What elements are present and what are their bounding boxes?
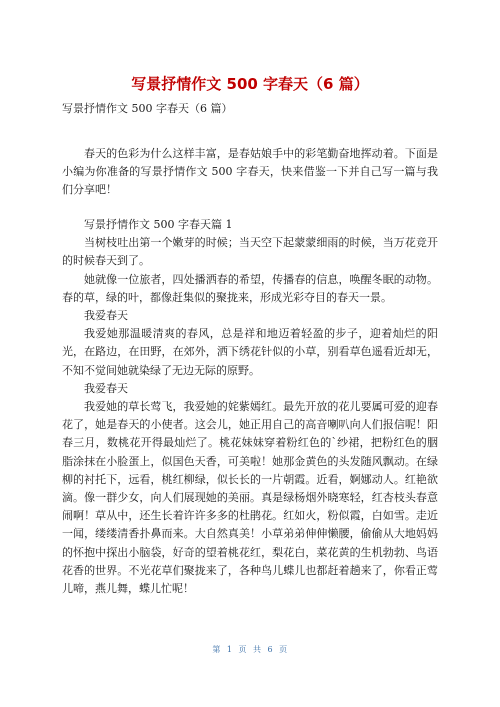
page-unit: 页 — [238, 645, 247, 654]
section-title: 写景抒情作文 500 字春天篇 1 — [84, 218, 233, 231]
page-label: 第 — [212, 645, 221, 654]
total-unit: 页 — [279, 645, 288, 654]
document-title: 写景抒情作文 500 字春天（6 篇） — [131, 75, 369, 93]
total-label: 共 — [253, 645, 262, 654]
intro-paragraph: 春天的色彩为什么这样丰富，是春姑娘手中的彩笔勤奋地挥动着。下面是小编为你准备的写景抒情作文 500 字春天，快来借鉴一下并自己写一篇与我们分享吧！ — [62, 147, 438, 196]
document-subtitle: 写景抒情作文 500 字春天（6 篇） — [62, 102, 233, 115]
paragraph: 我爱她的草长莺飞，我爱她的姹紫嫣红。最先开放的花儿要属可爱的迎春花了，她是春天的小使者。这会儿，她正用自己的高音喇叭向人们报信呢！阳春三月，数桃花开得最灿烂了。桃花妹妹穿着粉红色的`纱裙，把粉红色的胭脂涂抹在小脸蛋上，似国色天香，可美啦！她那金黄色的头发随风飘动。在绿柳的衬托下，远看，桃红柳绿，似长长的一片朝霞。近看，婀娜动人。红艳欲滴。像一群少女，向人们展现她的美丽。真是绿杨烟外晓寒轻，红杏枝头春意闹啊！草从中，还生长着许许多多的杜鹃花。红如火，粉似霞，白如雪。走近一闻，缕缕清香扑鼻而来。大自然真美！小草弟弟伸伸懒腰，偷偷从大地妈妈的怀抱中探出小脑袋，好奇的望着桃花红，梨花白，菜花黄的生机勃勃、鸟语花香的世界。不光花草们聚拢来了，各种鸟儿蝶儿也都赶着趟来了，你看正莺儿啼，燕儿舞，蝶儿忙呢！ — [62, 400, 438, 596]
page-footer — [0, 644, 500, 655]
paragraph: 我爱她那温暖清爽的春风，总是祥和地迈着轻盈的步子，迎着灿烂的阳光，在路边，在田野，在郊外，洒下绣花针似的小草，别看草色遥看近却无，不知不觉间她就染绿了无边无际的原野。 — [62, 327, 438, 377]
article-body — [62, 216, 438, 598]
paragraph-heading: 我爱春天 — [84, 309, 128, 323]
total-pages-number: 6 — [267, 645, 274, 654]
current-page-number: 1 — [226, 645, 233, 654]
paragraph-heading: 我爱春天 — [84, 381, 128, 395]
paragraph: 当树枝吐出第一个嫩芽的时候；当天空下起蒙蒙细雨的时候，当万花竞开的时候春天到了。 — [62, 236, 438, 268]
paragraph: 她就像一位旅者，四处播洒春的希望，传播春的信息，唤醒冬眠的动物。春的草，绿的叶，都像赶集似的聚拢来，形成光彩夺目的春天一景。 — [62, 272, 438, 304]
